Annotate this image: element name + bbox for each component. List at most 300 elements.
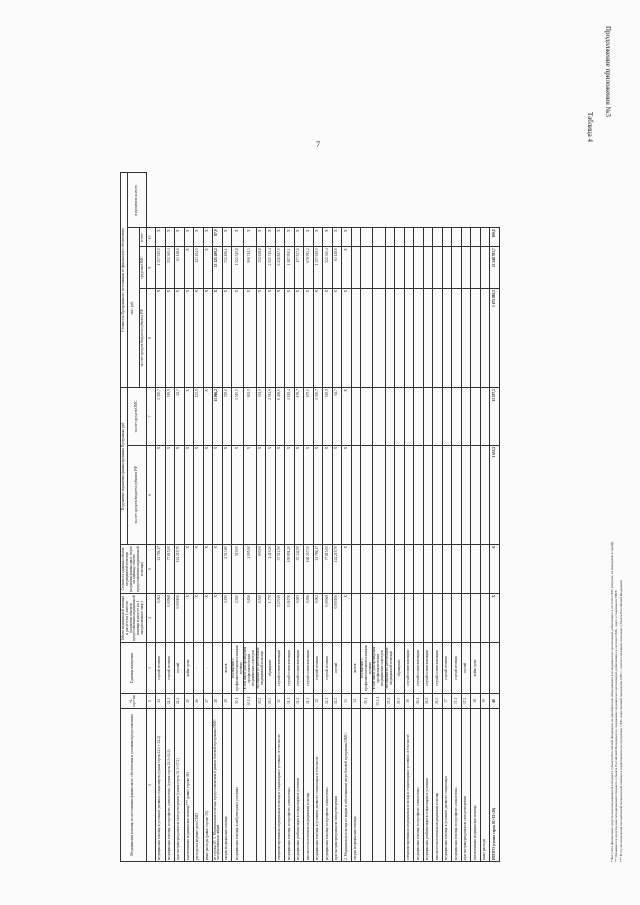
table-cell: X xyxy=(175,228,185,247)
table-cell: 124 219,70 xyxy=(332,545,342,594)
table-cell xyxy=(452,445,462,544)
table-cell: ИТОГО (сумма строк 01+15+20) xyxy=(490,709,500,862)
table-cell: X xyxy=(156,288,166,387)
table-cell xyxy=(373,594,385,643)
table-cell: X xyxy=(294,228,304,247)
table-cell: X xyxy=(256,228,266,247)
table-cell xyxy=(385,709,395,862)
table-row xyxy=(266,173,276,862)
table-cell: медицинская помощь в амбулаторных условиях xyxy=(232,709,244,862)
table-cell: 30.1.1 xyxy=(244,694,256,709)
table-cell: 36.3 xyxy=(433,694,443,709)
table-cell: X xyxy=(332,445,342,544)
table-cell: 35.2 xyxy=(385,694,395,709)
table-cell xyxy=(480,643,490,694)
table-row xyxy=(213,173,223,862)
table-cell: 62,7 xyxy=(175,388,185,446)
table-cell: 10 xyxy=(146,228,156,247)
table-cell: X xyxy=(256,445,266,544)
table-cell xyxy=(433,445,443,544)
table-cell: посещение по неотложной медицинской помощи xyxy=(385,643,395,694)
footnote: *** В случае включения паллиативной медицинской помощи в территориальную программу ОМС сверх базовой программы ОМС с соответствующим платежом субъекта Российской Федерации xyxy=(618,580,623,862)
table-cell: при экстракорпоральном оплодотворении xyxy=(461,709,471,862)
table-cell: X xyxy=(342,288,352,387)
table-cell: 35.3 xyxy=(395,694,405,709)
table-cell: 32 xyxy=(313,694,323,709)
table-cell: X xyxy=(232,445,244,544)
table-cell: X xyxy=(184,247,194,289)
table-cell xyxy=(385,545,395,594)
table-cell: 1 522 545,8 xyxy=(232,247,244,289)
table-cell: 37.2 xyxy=(461,694,471,709)
table-cell xyxy=(461,247,471,289)
table-row xyxy=(244,173,256,862)
table-cell: медицинская помощь по профилю «онкология» xyxy=(323,709,333,862)
table-cell: случай лечения xyxy=(313,643,323,694)
table-cell: 36.2 xyxy=(423,694,433,709)
table-cell xyxy=(452,288,462,387)
table-cell: 902,5 xyxy=(244,388,256,446)
table-cell: 123 494,5 xyxy=(194,247,204,289)
table-cell: 24.1 xyxy=(165,694,175,709)
table-cell: X xyxy=(213,445,223,544)
table-cell: 519,9 xyxy=(165,388,175,446)
table-cell: 1 350,7 xyxy=(313,388,323,446)
table-cell xyxy=(395,709,405,862)
table-cell xyxy=(361,445,373,544)
footnote: ** Указываются средства консолидированного бюджета субъекта Российской Федерации на содержание медицинских организаций, работающих в системе ОМС, сверх уставленного ТПГГ. xyxy=(614,589,619,862)
table-cell: X xyxy=(323,228,333,247)
table-cell: X xyxy=(342,594,352,643)
table-cell: 0,006 xyxy=(304,594,314,643)
table-cell: специализированная медицинская помощь в стационарных условиях, в том числе: xyxy=(275,709,285,862)
appendix-title: Продолжение приложения №3 xyxy=(604,26,612,117)
table-cell xyxy=(480,247,490,289)
table-cell: при экстракорпоральном оплодотворении xyxy=(332,709,342,862)
table-cell: расходы на ведение дела СМО xyxy=(194,709,204,862)
table-cell: при экстракорпоральном оплодотворении (сумма строк 33.3+37.2) xyxy=(175,709,185,862)
table-cell: X xyxy=(232,288,244,387)
table-cell: X xyxy=(222,288,232,387)
table-cell: - xyxy=(194,643,204,694)
table-cell: 906 714,3 xyxy=(244,247,256,289)
table-row xyxy=(361,173,373,862)
table-cell: 177 537,6 xyxy=(294,247,304,289)
table-cell xyxy=(423,388,433,446)
table-cell xyxy=(433,247,443,289)
table-cell: 2,920 xyxy=(232,594,244,643)
table-cell: 26 xyxy=(194,694,204,709)
table-cell: X xyxy=(323,288,333,387)
table-cell xyxy=(442,288,452,387)
table-cell: 21 786,17 xyxy=(156,545,166,594)
header-cell: № стро-ки xyxy=(121,694,147,709)
table-cell xyxy=(433,288,443,387)
table-cell: 35.1.1 xyxy=(373,694,385,709)
table-cell: 7 xyxy=(146,388,156,446)
table-cell xyxy=(442,228,452,247)
table-cell xyxy=(385,388,395,446)
table-cell: X xyxy=(266,228,276,247)
table-cell: 0,826 xyxy=(244,594,256,643)
table-cell: X xyxy=(313,445,323,544)
table-cell: посещение по неотложной медицинской помощи xyxy=(256,643,266,694)
table-cell xyxy=(480,545,490,594)
table-cell: 38 xyxy=(471,694,481,709)
table-row xyxy=(184,173,194,862)
table-cell: 0,062 xyxy=(313,594,323,643)
table-cell: 0,000106 xyxy=(175,594,185,643)
table-cell xyxy=(461,594,471,643)
table-cell: 13 248 783,7 xyxy=(490,247,500,289)
table-cell: X xyxy=(175,445,185,544)
table-cell: 30.2 xyxy=(256,694,266,709)
table-cell: 77 815,00 xyxy=(323,545,333,594)
table-header-row xyxy=(121,173,128,862)
table-cell: 100,0 xyxy=(490,228,500,247)
table-cell: 1 995,90 xyxy=(244,545,256,594)
table-cell: 31.1 xyxy=(285,694,295,709)
table-row xyxy=(461,173,471,862)
table-cell xyxy=(395,594,405,643)
header-cell: тыс. руб. xyxy=(127,228,139,388)
table-cell: X xyxy=(194,288,204,387)
table-cell: специализированная медицинская помощь в стационарных условиях, в том числе: xyxy=(404,709,414,862)
table-cell: 1 357 049,0 xyxy=(313,247,323,289)
table-cell xyxy=(480,445,490,544)
table-cell xyxy=(351,388,361,446)
table-cell: 62,7 xyxy=(332,388,342,446)
table-cell xyxy=(385,288,395,387)
table-cell: 1 515,5 xyxy=(232,388,244,446)
table-row xyxy=(175,173,185,862)
table-row xyxy=(332,173,342,862)
table-cell: 109 891,20 xyxy=(285,545,295,594)
table-cell xyxy=(361,228,373,247)
table-cell: 1 xyxy=(146,709,156,862)
table-cell: X xyxy=(194,545,204,594)
appendix-header xyxy=(586,26,612,142)
table-cell: 124 219,70 xyxy=(175,545,185,594)
table-cell xyxy=(423,594,433,643)
table-cell: медицинская помощь по профилю «онкология» xyxy=(285,709,295,862)
table-cell: паллиативная медицинская помощь xyxy=(471,709,481,862)
table-cell: 0,00568 xyxy=(323,594,333,643)
table-cell xyxy=(373,288,385,387)
table-cell: 6 436 847,5 xyxy=(275,247,285,289)
table-cell: X xyxy=(213,594,223,643)
table-cell: медицинская помощь в условиях дневного стационара xyxy=(442,709,452,862)
table-cell xyxy=(423,445,433,544)
table-cell: медицинская реабилитация в стационарных условиях xyxy=(423,709,433,862)
table-cell: 729,0 xyxy=(222,388,232,446)
table-cell xyxy=(404,594,414,643)
table-cell: X xyxy=(203,445,213,544)
table-cell: 63 148,6 xyxy=(332,247,342,289)
table-cell: 77 815,00 xyxy=(165,545,175,594)
table-cell: 6 xyxy=(146,445,156,544)
table-cell xyxy=(414,247,424,289)
table-cell xyxy=(351,594,361,643)
table-cell: X xyxy=(332,288,342,387)
table-cell: X xyxy=(342,445,352,544)
table-cell xyxy=(461,228,471,247)
table-cell xyxy=(471,228,481,247)
table-cell: вызов xyxy=(351,643,361,694)
table-cell: X xyxy=(165,445,175,544)
table-cell xyxy=(452,594,462,643)
table-cell: 2 xyxy=(146,694,156,709)
table-cell xyxy=(480,388,490,446)
table-cell: 351,0 xyxy=(256,388,266,446)
table-cell xyxy=(361,594,373,643)
table-cell: X xyxy=(332,228,342,247)
table-row xyxy=(304,173,314,862)
table-cell: 35.1 xyxy=(361,694,373,709)
table-cell xyxy=(213,643,223,694)
table-cell: X xyxy=(342,388,352,446)
table-row xyxy=(395,173,405,862)
table-cell xyxy=(361,288,373,387)
table-cell: случай xyxy=(332,643,342,694)
header-cell: Стоимость единицы объема медицинской помощи (норматив финансовых затрат на единицу объема предоставления медицинской помощи) xyxy=(121,545,147,594)
table-cell: 5 xyxy=(146,545,156,594)
table-cell: 32.1 xyxy=(323,694,333,709)
table-cell xyxy=(404,288,414,387)
table-cell: X xyxy=(342,545,352,594)
table-row xyxy=(146,173,156,862)
header-cell: Единица измерения xyxy=(121,643,147,694)
table-cell xyxy=(395,247,405,289)
table-cell: посещение с профилактическими и иными целями xyxy=(361,643,373,694)
table-cell: 28 xyxy=(213,694,223,709)
table-cell xyxy=(404,247,414,289)
table-cell: в том числе для проведения профилактических медицинских осмотров xyxy=(373,643,385,694)
table-cell xyxy=(414,445,424,544)
header-cell: за счет средств бюджета субъекта РФ xyxy=(127,445,146,544)
table-cell xyxy=(373,445,385,544)
table-cell xyxy=(433,388,443,446)
table-cell: X xyxy=(285,288,295,387)
table-cell: X xyxy=(194,594,204,643)
table-cell: случай госпитализации xyxy=(433,643,443,694)
table-cell: медицинская реабилитация в стационарных условиях xyxy=(294,709,304,862)
table-cell: 519,9 xyxy=(323,388,333,446)
table-cell: 2. Медицинская помощь по видам и заболеваниям сверх базовой программы ОМС: xyxy=(342,709,352,862)
table-cell: X xyxy=(203,545,213,594)
table-cell: 36.1 xyxy=(414,694,424,709)
table-cell: 30.1 xyxy=(232,694,244,709)
table-cell: 2 523 712,4 xyxy=(266,247,276,289)
table-cell: X xyxy=(203,594,213,643)
table-cell xyxy=(351,228,361,247)
table-cell xyxy=(442,388,452,446)
table-cell: иные расходы (равно строке 39) xyxy=(203,709,213,862)
table-cell: посещение с профилактическими и иными целями xyxy=(232,643,244,694)
header-cell: за счет средств ОМС xyxy=(127,388,146,446)
table-cell: скорая медицинская помощь xyxy=(351,709,361,862)
table-cell: койко-день xyxy=(184,643,194,694)
table-cell: случай лечения xyxy=(165,643,175,694)
table-cell xyxy=(395,388,405,446)
table-cell: X xyxy=(165,228,175,247)
table-cell: 650,00 xyxy=(256,545,266,594)
table-cell xyxy=(404,228,414,247)
table-cell xyxy=(361,709,373,862)
table-cell: случай лечения xyxy=(323,643,333,694)
table-cell xyxy=(414,288,424,387)
table-cell xyxy=(442,445,452,544)
table-cell: X xyxy=(490,545,500,594)
table-cell xyxy=(442,545,452,594)
table-cell: иные расходы xyxy=(480,709,490,862)
table-row xyxy=(471,173,481,862)
table-cell xyxy=(461,288,471,387)
table-cell: X xyxy=(184,545,194,594)
table-cell: X xyxy=(244,288,256,387)
table-cell: 21 786,17 xyxy=(313,545,323,594)
table-cell: X xyxy=(165,288,175,387)
table-row xyxy=(294,173,304,862)
table-cell xyxy=(423,228,433,247)
table-row xyxy=(313,173,323,862)
table-cell: 13 066,2 xyxy=(213,388,223,446)
table-cell: случай госпитализации xyxy=(304,643,314,694)
table-cell: X xyxy=(285,445,295,544)
table-cell: 1 350,7 xyxy=(156,388,166,446)
table-cell: 30.3 xyxy=(266,694,276,709)
table-cell: X xyxy=(156,228,166,247)
table-cell: случай xyxy=(175,643,185,694)
table-cell xyxy=(395,545,405,594)
table-cell xyxy=(395,288,405,387)
table-cell xyxy=(471,288,481,387)
table-number: Таблица 4 xyxy=(586,112,594,142)
table-cell: 1 419,20 xyxy=(266,545,276,594)
table-cell: X xyxy=(203,288,213,387)
table-cell: 31.3 xyxy=(304,694,314,709)
table-cell: 24 xyxy=(156,694,166,709)
table-cell: скорая медицинская помощь xyxy=(222,709,232,862)
table-cell xyxy=(351,247,361,289)
table-cell: 0,005 xyxy=(294,594,304,643)
table-cell xyxy=(461,388,471,446)
table-cell: X xyxy=(184,388,194,446)
table-cell: 2 513,80 xyxy=(222,545,232,594)
table-cell xyxy=(373,228,385,247)
table-cell: случай лечения xyxy=(452,643,462,694)
table-cell: X xyxy=(275,445,285,544)
table-cell: X xyxy=(213,288,223,387)
table-cell: 552 365,4 xyxy=(165,247,175,289)
table-cell: 352 638,8 xyxy=(256,247,266,289)
table-cell: X xyxy=(275,288,285,387)
table-row xyxy=(452,173,462,862)
table-cell: X xyxy=(294,445,304,544)
header-cell: Подушевые нормативы финансирования Программы руб. xyxy=(121,388,128,545)
table-cell: 0,00568 xyxy=(165,594,175,643)
table-cell xyxy=(471,247,481,289)
table-cell: X xyxy=(244,445,256,544)
table-cell xyxy=(342,643,352,694)
table-cell: 0,290 xyxy=(222,594,232,643)
table-cell: случай госпитализации xyxy=(275,643,285,694)
table-cell: X xyxy=(304,288,314,387)
table-cell: X xyxy=(184,228,194,247)
table-cell xyxy=(351,288,361,387)
table-cell: 37.1 xyxy=(452,694,462,709)
table-cell xyxy=(395,445,405,544)
table-cell: X xyxy=(266,445,276,544)
table-cell: 34 xyxy=(351,694,361,709)
table-cell: X xyxy=(213,545,223,594)
table-cell xyxy=(471,388,481,446)
table-cell: 31 xyxy=(275,694,285,709)
table-cell: 29 xyxy=(222,694,232,709)
table-cell xyxy=(395,228,405,247)
table-cell: X xyxy=(222,445,232,544)
rotated-table-container xyxy=(120,172,623,862)
table-cell: 0,000106 xyxy=(332,594,342,643)
table-cell: вызов xyxy=(222,643,232,694)
header-cell: в процентах к итогу xyxy=(127,173,146,228)
table-row xyxy=(285,173,295,862)
table-cell: 1 182,4 xyxy=(285,388,295,446)
table-cell: 13 125 289,2 xyxy=(213,247,223,289)
table-cell: 87,9 xyxy=(213,228,223,247)
table-row xyxy=(373,173,385,862)
table-row xyxy=(275,173,285,862)
table-cell: случай госпитализации xyxy=(404,643,414,694)
table-cell: X xyxy=(194,228,204,247)
table-cell: из строки 20: 1. Медицинская помощь, предоставляемая в рамках базовой программы ОМС застрахованным лицам xyxy=(213,709,223,862)
table-cell: случай xyxy=(461,643,471,694)
table-cell: 678 093,2 xyxy=(304,247,314,289)
table-body xyxy=(146,173,499,862)
table-cell xyxy=(414,228,424,247)
table-cell: 36 xyxy=(404,694,414,709)
table-cell: койко-день xyxy=(471,643,481,694)
table-cell: X xyxy=(175,288,185,387)
table-cell xyxy=(373,388,385,446)
table-cell: в том числе для проведения профилактических медицинских осмотров xyxy=(244,643,256,694)
table-cell: X xyxy=(222,228,232,247)
table-cell xyxy=(452,545,462,594)
table-row xyxy=(156,173,166,862)
table-row xyxy=(404,173,414,862)
table-cell xyxy=(256,709,266,862)
table-row xyxy=(203,173,213,862)
table-cell xyxy=(423,247,433,289)
table-cell: 519,00 xyxy=(232,545,244,594)
table-cell: X xyxy=(285,228,295,247)
table-row xyxy=(490,173,500,862)
table-cell: X xyxy=(323,445,333,544)
table-cell: 1,770 xyxy=(266,594,276,643)
table-cell: 8 xyxy=(146,288,156,387)
table-cell xyxy=(433,594,443,643)
table-cell: медицинская помощь в условиях дневных стационаров (сумма строк 24.1 + 24.2) xyxy=(156,709,166,862)
table-cell: 2 512,0 xyxy=(266,388,276,446)
table-cell: 522 365,4 xyxy=(323,247,333,289)
table-cell xyxy=(373,545,385,594)
table-cell: 1 675 885,5 xyxy=(490,288,500,387)
table-cell xyxy=(404,445,414,544)
header-cell: Медицинская помощь по источникам финансового обеспечения и условиям предоставления xyxy=(121,709,147,862)
table-cell xyxy=(414,594,424,643)
table-cell xyxy=(433,545,443,594)
table-cell: обращение xyxy=(395,643,405,694)
